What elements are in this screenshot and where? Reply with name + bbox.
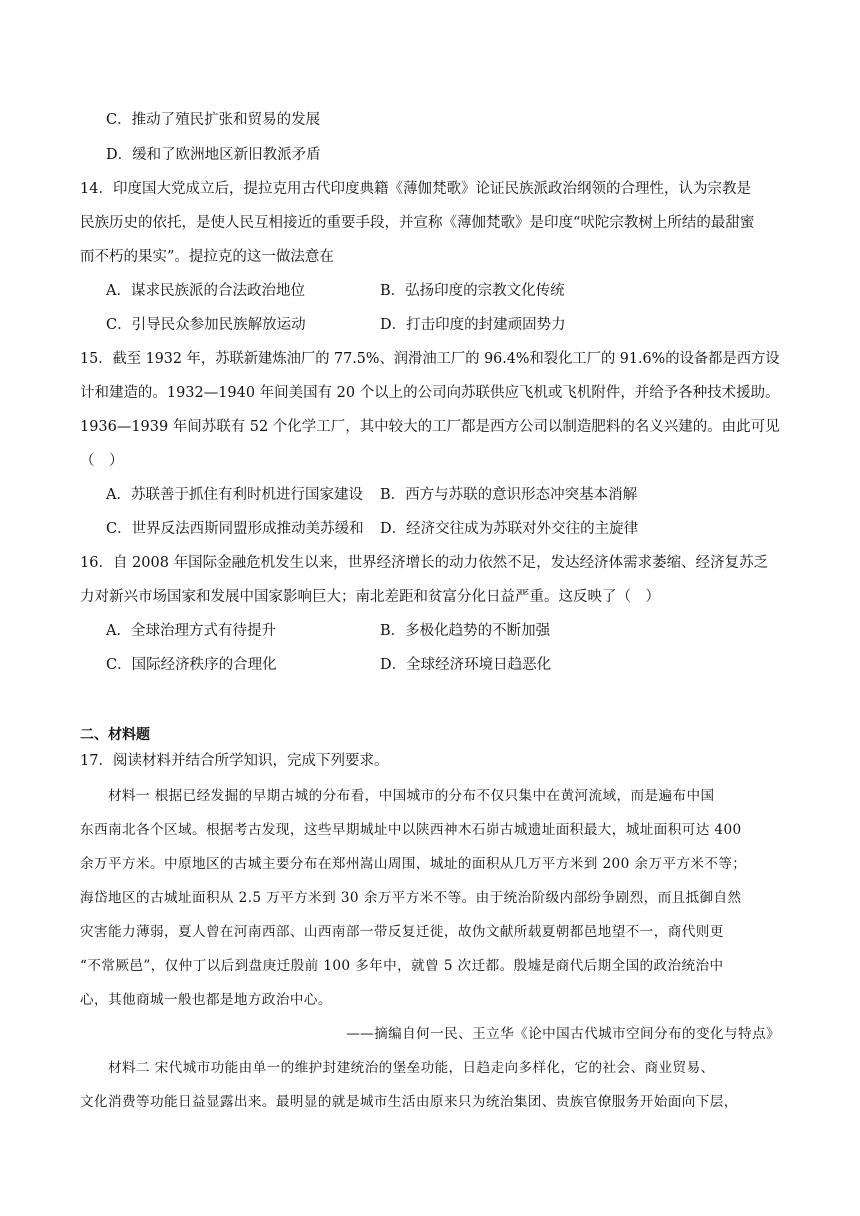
q15-stem-line: （ ） [80, 453, 124, 469]
q14-option-d: D．打击印度的封建顽固势力 [380, 317, 566, 333]
q16-option-b: B．多极化趋势的不断加强 [380, 623, 551, 639]
material1-line: 灾害能力薄弱，夏人曾在河南西部、山西南部一带反复迁徙，故伪文献所载夏朝都邑地望不一，商代则更 [80, 924, 724, 940]
q14-options-row-2 [0, 315, 860, 335]
q13-option-d: D．缓和了欧洲地区新旧教派矛盾 [106, 147, 321, 163]
q15-option-b: B．西方与苏联的意识形态冲突基本消解 [380, 487, 638, 503]
q17-prompt: 17．阅读材料并结合所学知识，完成下列要求。 [80, 753, 389, 769]
q15-options-row-1 [0, 485, 860, 505]
section-heading: 二、材料题 [80, 727, 150, 743]
q14-options-row-1 [0, 281, 860, 301]
material1-line: 东西南北各个区域。根据考古发现，这些早期城址中以陕西神木石峁古城遗址面积最大，城址面积可达 400 [80, 822, 742, 838]
material1-line: 海岱地区的古城址面积从 2.5 万平方米到 30 余万平方米不等。由于统治阶级内部纷争剧烈，而且抵御自然 [80, 890, 742, 906]
material1-source: ——摘编自何一民、王立华《论中国古代城市空间分布的变化与特点》 [346, 1026, 780, 1042]
q15-option-c: C．世界反法西斯同盟形成推动美苏缓和 [106, 521, 364, 537]
q15-option-a: A．苏联善于抓住有利时机进行国家建设 [106, 487, 363, 503]
q16-option-a: A．全球治理方式有待提升 [106, 623, 276, 639]
q16-option-d: D．全球经济环境日趋恶化 [380, 657, 552, 673]
q14-option-b: B．弘扬印度的宗教文化传统 [380, 283, 565, 299]
q14-option-c: C．引导民众参加民族解放运动 [106, 317, 306, 333]
q16-stem-line: 力对新兴市场国家和发展中国家影响巨大；南北差距和贫富分化日益严重。这反映了（ ） [80, 589, 660, 605]
q16-option-c: C．国际经济秩序的合理化 [106, 657, 277, 673]
q16-stem-line: 16．自 2008 年国际金融危机发生以来，世界经济增长的动力依然不足，发达经济体需求萎缩、经济复苏乏 [80, 555, 769, 571]
q13-option-c: C．推动了殖民扩张和贸易的发展 [106, 112, 321, 128]
q15-options-row-2 [0, 519, 860, 539]
q16-options-row-1 [0, 621, 860, 641]
q15-stem-line: 1936—1939 年间苏联有 52 个化学工厂，其中较大的工厂都是西方公司以制造肥料的名义兴建的。由此可见 [80, 419, 780, 435]
material2-line: 文化消费等功能日益显露出来。最明显的就是城市生活由原来只为统治集团、贵族官僚服务开始面向下层， [80, 1094, 738, 1110]
q15-stem-line: 计和建造的。1932—1940 年间美国有 20 个以上的公司向苏联供应飞机或飞机附件，并给予各种技术援助。 [80, 385, 780, 401]
q14-option-a: A．谋求民族派的合法政治地位 [106, 283, 305, 299]
q14-stem-line: 民族历史的依托，是使人民互相接近的重要手段，并宣称《薄伽梵歌》是印度“吠陀宗教树上所结的最甜蜜 [80, 215, 755, 231]
material1-line: 心，其他商城一般也都是地方政治中心。 [80, 992, 332, 1008]
material1-line: “不常厥邑”，仅仲丁以后到盘庚迁殷前 100 多年中，就曾 5 次迁都。殷墟是商代后期全国的政治统治中 [80, 958, 724, 974]
q16-options-row-2 [0, 655, 860, 675]
q15-option-d: D．经济交往成为苏联对外交往的主旋律 [380, 521, 639, 537]
material1-line: 余万平方米。中原地区的古城主要分布在郑州嵩山周围，城址的面积从几万平方米到 200 余万平方米不等； [80, 856, 747, 872]
material2-line: 材料二 宋代城市功能由单一的维护封建统治的堡垒功能，日趋走向多样化，它的社会、商业贸易、 [80, 1060, 715, 1076]
q14-stem-line: 14．印度国大党成立后，提拉克用古代印度典籍《薄伽梵歌》论证民族派政治纲领的合理性，认为宗教是 [80, 181, 751, 197]
material1-line: 材料一 根据已经发掘的早期古城的分布看，中国城市的分布不仅只集中在黄河流域，而是遍布中国 [80, 788, 715, 804]
q14-stem-line: 而不朽的果实”。提拉克的这一做法意在 [80, 249, 334, 265]
q15-stem-line: 15．截至 1932 年，苏联新建炼油厂的 77.5%、润滑油工厂的 96.4%和裂化工厂的 91.6%的设备都是西方设 [80, 351, 780, 367]
